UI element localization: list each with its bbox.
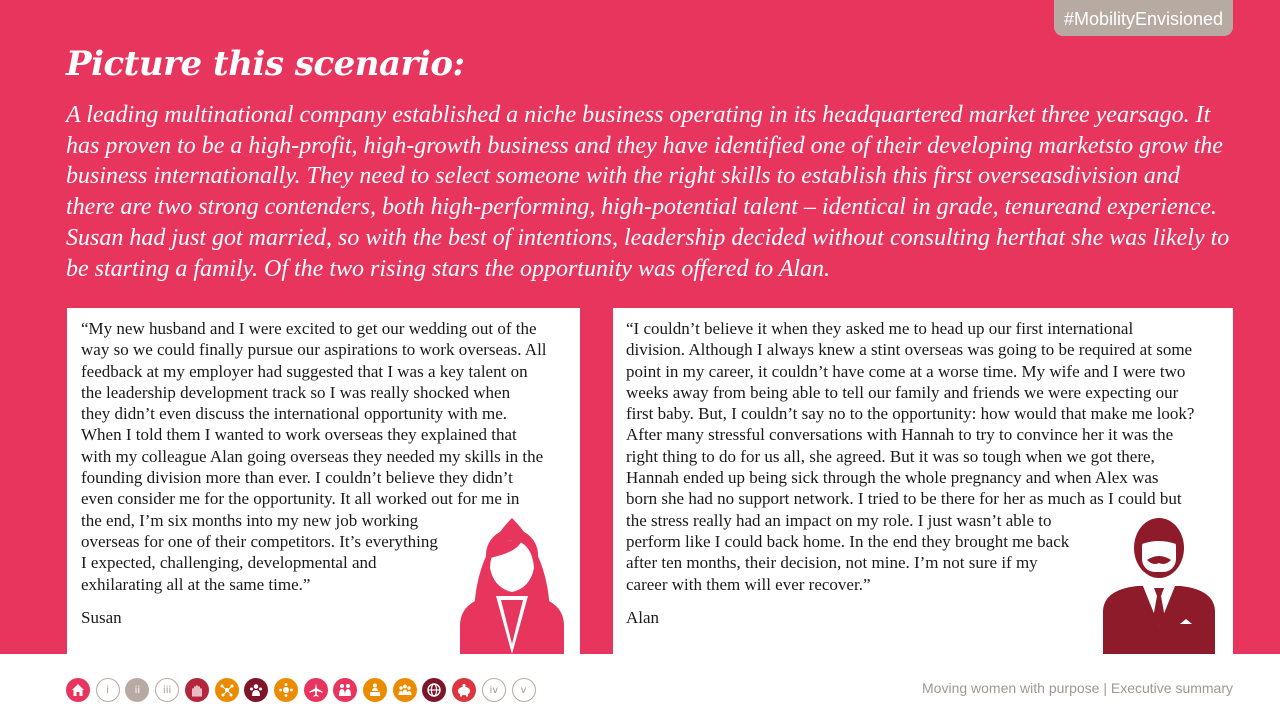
nav-person-podium-button[interactable] [363, 678, 387, 702]
globe-icon [426, 682, 442, 698]
susan-quote-line: feedback at my employer had suggested that I was a key talent on [81, 361, 528, 381]
nav-section-label: iii [162, 684, 172, 696]
nav-section-v-button[interactable] [512, 678, 536, 702]
intro-line: A leading multinational company established a niche business operating in its headquartered market three years [66, 102, 1148, 128]
alan-quote-line: after ten months, their decision, not mine. I’m not sure if my [626, 553, 1038, 573]
nav-section-i-button[interactable] [96, 678, 120, 702]
alan-quote-line: perform like I could back home. In the end they brought me back [626, 531, 1070, 551]
nav-piggy-bank-button[interactable] [452, 678, 476, 702]
alan-quote-line: right thing to do for us all, she agreed. But it was so tough when we got there, [626, 446, 1155, 466]
alan-quote-line: “I couldn’t believe it when they asked me to head up our first international [626, 319, 1134, 338]
susan-quote-line: I expected, challenging, developmental and [81, 553, 377, 573]
hashtag-tab: #MobilityEnvisioned [1054, 0, 1233, 36]
alan-quote-line: point in my career, it couldn’t have come at a worse time. My wife and I were two [626, 361, 1186, 381]
susan-quote-line: the end, I’m six months into my new job working [81, 510, 419, 530]
home-icon [70, 682, 86, 698]
nav-section-iii-button[interactable] [155, 678, 179, 702]
nav-section-label: v [520, 684, 527, 696]
susan-quote-line: the leadership development track so I was really shocked when [81, 382, 511, 402]
nav-network-button[interactable] [215, 678, 239, 702]
intro-line: division and there are two strong contenders, both high-performing, high-potential talent – identical in grade, tenure [66, 163, 1180, 221]
susan-quote-card [67, 308, 580, 654]
alan-quote-line: born she had no support network. I tried to be there for her as much as I could but [626, 489, 1182, 509]
alan-quote-line: career with them will ever recover.” [626, 574, 871, 594]
family-icon [337, 682, 353, 698]
nav-section-ii-button[interactable] [125, 678, 149, 702]
susan-quote-line: “My new husband and I were excited to get our wedding out of the [81, 319, 537, 338]
page-title: Picture this scenario: [66, 44, 465, 84]
hands-icon [189, 682, 205, 698]
nav-section-label: iv [489, 684, 499, 696]
susan-quote-line: way so we could finally pursue our aspirations to work overseas. All [81, 340, 547, 360]
intro-line: and experience. Susan had just got married, so with the best of intentions, leadership decided without consulting her [66, 194, 1217, 251]
intro-line: that she was likely to be starting a family. Of the two rising stars the opportunity was offered to Alan. [66, 224, 1230, 282]
susan-quote-line: When I told them I wanted to work overseas they explained that [81, 425, 517, 445]
alan-quote-line: first baby. But, I couldn’t say no to the opportunity: how would that make me look? [626, 404, 1195, 424]
nav-home-button[interactable] [66, 678, 90, 702]
woman-avatar-icon [460, 518, 564, 654]
scenario-intro [66, 100, 1232, 284]
alan-quote-line: division. Although I always knew a stint overseas was going to be required at some [626, 340, 1193, 360]
susan-quote-line: exhilarating all at the same time.” [81, 574, 311, 594]
nav-globe-button[interactable] [422, 678, 446, 702]
alan-quote-line: After many stressful conversations with Hannah to try to convince her it was the [626, 425, 1174, 445]
globe-people-icon [278, 682, 294, 698]
group-icon [397, 682, 413, 698]
alan-quote-line: Hannah ended up being sick through the whole pregnancy and when Alex was [626, 468, 1159, 488]
nav-airplane-button[interactable] [304, 678, 328, 702]
people-icon [248, 682, 264, 698]
person-podium-icon [367, 682, 383, 698]
nav-globe-people-button[interactable] [274, 678, 298, 702]
footer-caption: Moving women with purpose | Executive summary [922, 680, 1233, 696]
susan-quote-line: even consider me for the opportunity. It all worked out for me in [81, 489, 520, 509]
nav-people-button[interactable] [244, 678, 268, 702]
nav-group-button[interactable] [393, 678, 417, 702]
intro-line: ago. It has proven to be a high-profit, high-growth business and they have identified one of their developing markets [66, 102, 1211, 159]
nav-section-label: ii [134, 684, 141, 696]
susan-quote-line: with my colleague Alan going overseas they needed my skills in the [81, 446, 544, 466]
network-icon [219, 682, 235, 698]
susan-quote-line: they didn’t even discuss the international opportunity with me. [81, 404, 508, 424]
piggy-bank-icon [456, 682, 472, 698]
airplane-icon [308, 682, 324, 698]
nav-hands-button[interactable] [185, 678, 209, 702]
alan-quote-line: the stress really had an impact on my role. I just wasn’t able to [626, 510, 1052, 530]
intro-line: to grow the business internationally. They need to select someone with the right skills to establish this first overseas [66, 132, 1223, 190]
susan-quote-line: overseas for one of their competitors. It’s everything [81, 531, 438, 551]
alan-quote-card [613, 308, 1233, 654]
man-avatar-icon [1103, 518, 1215, 654]
alan-quote-line: weeks away from being able to tell our family and friends we were expecting our [626, 382, 1179, 402]
susan-quote-line: founding division more than ever. I couldn’t believe they didn’t [81, 468, 513, 488]
alan-name: Alan [626, 608, 660, 627]
susan-name: Susan [81, 608, 122, 627]
nav-section-label: i [106, 684, 110, 696]
nav-family-button[interactable] [333, 678, 357, 702]
nav-section-iv-button[interactable] [482, 678, 506, 702]
